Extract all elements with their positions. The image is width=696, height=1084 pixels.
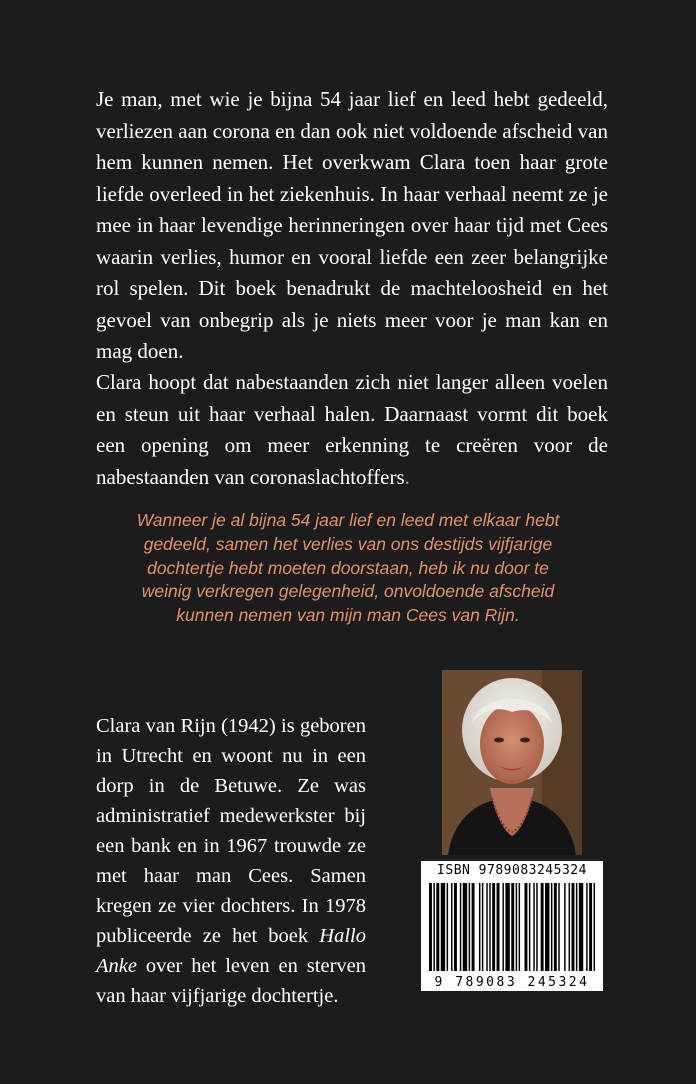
- blurb-paragraph-1: Je man, met wie je bijna 54 jaar lief en leed hebt gedeeld, verliezen aan corona en dan ook niet voldoende afscheid van hem kunnen nemen. Het overkwam Clara toen haar grote liefde overleed in het ziekenhuis. In haar verhaal neemt ze je mee in haar levendige herinneringen over haar tijd met Cees waarin verlies, humor en vooral liefde een zeer belangrijke rol spelen. Dit boek benadrukt de machteloosheid en het gevoel van onbegrip als je niets meer voor je man kan en mag doen.: [96, 87, 608, 363]
- author-bio: [96, 711, 366, 1011]
- barcode-bar: [489, 883, 490, 971]
- barcode-bar: [447, 883, 448, 971]
- barcode-bar: [579, 883, 583, 971]
- barcode-bar: [429, 883, 432, 971]
- barcode-bar: [545, 883, 549, 971]
- barcode-bar: [486, 883, 487, 971]
- barcode-bar: [519, 883, 520, 971]
- barcode-bar: [472, 883, 475, 971]
- isbn-label: ISBN 9789083245324: [437, 863, 587, 878]
- barcode-bar: [511, 883, 514, 971]
- barcode-bar: [460, 883, 461, 971]
- barcode-bar: [533, 883, 534, 971]
- barcode-bar: [433, 883, 434, 971]
- barcode-bar: [463, 883, 467, 971]
- blurb-paragraph-2-text: Clara hoopt dat nabestaanden zich niet langer alleen voelen en steun uit haar verhaal halen. Daarnaast vormt dit boek een opening om meer erkenning te creëren voor de nabestaanden van coronaslachtoffers: [96, 370, 608, 489]
- barcode-bar: [492, 883, 495, 971]
- barcode-bar: [554, 883, 557, 971]
- author-portrait-image: [442, 670, 582, 855]
- barcode-bar: [576, 883, 577, 971]
- isbn-barcode: [421, 861, 603, 991]
- barcode-bar: [569, 883, 570, 971]
- barcode-bar: [589, 883, 592, 971]
- book-title-hallo-anke: Hallo Anke: [96, 925, 366, 977]
- barcode-bar: [516, 883, 517, 971]
- barcode-bar: [469, 883, 470, 971]
- barcode-bar: [502, 883, 503, 971]
- barcode-bar: [479, 883, 480, 971]
- author-bio-part-2: over het leven en sterven van haar vijfjarige dochtertje.: [96, 955, 366, 1007]
- barcode-bar: [572, 883, 575, 971]
- barcode-bar: [497, 883, 500, 971]
- barcode-bars: [429, 883, 595, 971]
- isbn-digits: 9 789083 245324: [434, 975, 590, 990]
- barcode-bar: [558, 883, 559, 971]
- author-photo: [442, 670, 582, 855]
- barcode-bar: [564, 883, 565, 971]
- barcode-bar: [441, 883, 445, 971]
- barcode-bar: [594, 883, 595, 971]
- barcode-bar: [586, 883, 587, 971]
- barcode-bar: [482, 883, 483, 971]
- barcode-bar: [529, 883, 530, 971]
- barcode-bar: [536, 883, 537, 971]
- barcode-bar: [436, 883, 439, 971]
- barcode-bar: [524, 883, 527, 971]
- author-quote: Wanneer je al bijna 54 jaar lief en leed met elkaar hebt gedeeld, samen het verlies van ons destijds vijfjarige dochtertje hebt moeten doorstaan, heb ik nu door te weinig verkregen gelegenheid, onvoldoende afscheid kunnen nemen van mijn man Cees van Rijn.: [136, 510, 560, 626]
- barcode-bar: [551, 883, 552, 971]
- author-bio-part-1: Clara van Rijn (1942) is geboren in Utrecht en woont nu in een dorp in de Betuwe. Ze was administratief medewerkster bij een bank en in 1967 trouwde ze met haar man Cees. Samen kregen ze vier dochters. In 1978 publiceerde ze het boek: [96, 715, 366, 947]
- barcode-bar: [454, 883, 457, 971]
- barcode-bar: [505, 883, 509, 971]
- barcode-bar: [541, 883, 544, 971]
- blurb-paragraph-2: [96, 367, 608, 493]
- blurb-paragraph-2-end: .: [404, 464, 410, 489]
- barcode-bar: [451, 883, 452, 971]
